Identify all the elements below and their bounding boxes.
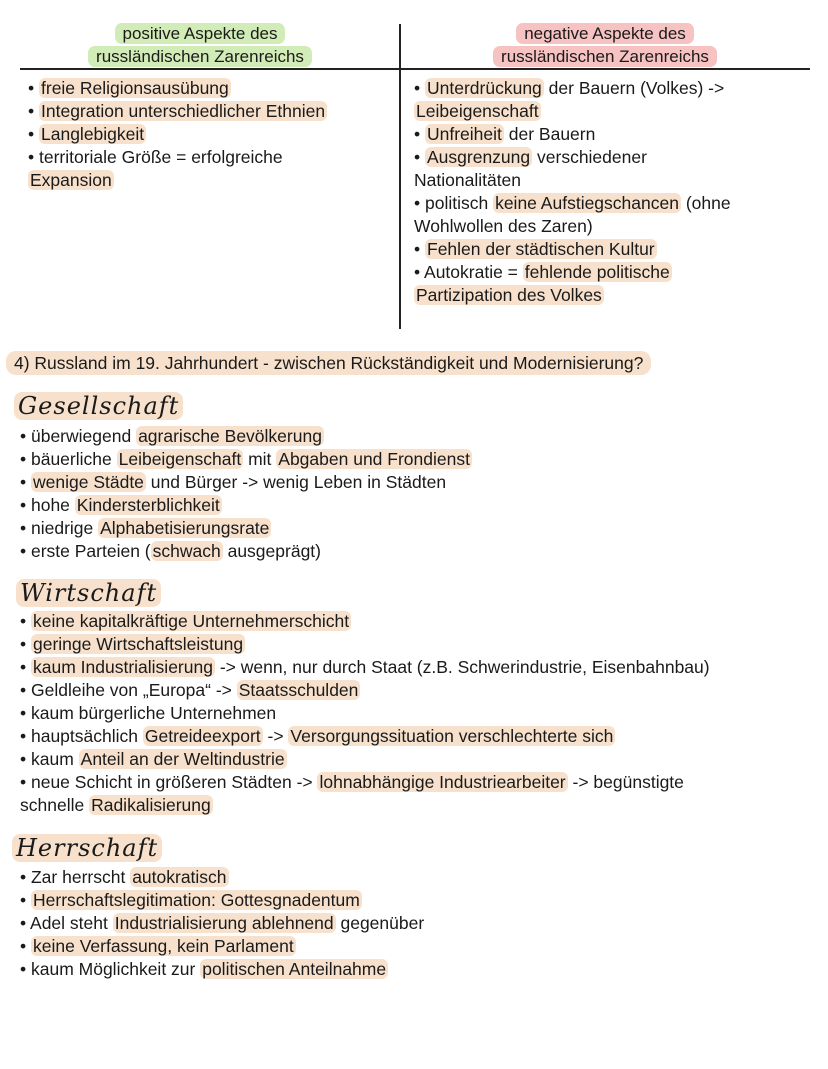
highlighted-text: Staatsschulden	[238, 680, 359, 700]
heading-gesellschaft: Gesellschaft	[14, 392, 183, 420]
text: •	[20, 890, 31, 910]
highlighted-text: Kindersterblichkeit	[76, 495, 220, 515]
highlighted-text: Expansion	[30, 170, 112, 190]
table-horizontal-divider	[20, 68, 810, 70]
list-item	[414, 100, 814, 123]
list-item	[20, 517, 472, 540]
list-item	[28, 77, 388, 100]
text: •	[414, 147, 425, 167]
negative-aspects-list	[414, 77, 814, 307]
list-item	[20, 425, 472, 448]
highlighted-text: kaum Industrialisierung	[33, 657, 213, 677]
highlighted-text: Herrschaftslegitimation: Gottesgnadentum	[33, 890, 360, 910]
text: ->	[262, 726, 289, 746]
text: • Adel steht	[20, 913, 113, 933]
highlighted-text: schwach	[152, 541, 221, 561]
text: •	[20, 936, 31, 956]
text: gegenüber	[335, 913, 425, 933]
list-item	[28, 123, 388, 146]
list-item	[414, 261, 814, 284]
highlighted-text: Ausgrenzung	[427, 147, 531, 167]
text: • bäuerliche	[20, 449, 117, 469]
highlighted-text: autokratisch	[132, 867, 227, 887]
positive-header-line-2: russländischen Zarenreichs	[88, 46, 312, 67]
text: • Autokratie =	[414, 262, 523, 282]
list-item	[20, 958, 424, 981]
list-item	[20, 935, 424, 958]
list-item	[20, 656, 710, 679]
list-item	[20, 633, 710, 656]
text: •	[20, 634, 31, 654]
text: der Bauern (Volkes) ->	[543, 78, 725, 98]
negative-header-line-2: russländischen Zarenreichs	[493, 46, 717, 67]
text: -> wenn, nur durch Staat (z.B. Schwerindustrie, Eisenbahnbau)	[214, 657, 710, 677]
negative-header-line-1: negative Aspekte des	[516, 23, 694, 44]
text: •	[414, 78, 425, 98]
list-item	[28, 169, 388, 192]
text: •	[28, 124, 39, 144]
section-title: 4) Russland im 19. Jahrhundert - zwischen Rückständigkeit und Modernisierung?	[6, 350, 651, 376]
text: und Bürger -> wenig Leben in Städten	[145, 472, 447, 492]
gesellschaft-list	[20, 425, 472, 563]
list-item	[20, 448, 472, 471]
text: • kaum Möglichkeit zur	[20, 959, 201, 979]
text: -> begünstigte	[567, 772, 684, 792]
list-item	[414, 215, 814, 238]
list-item	[414, 146, 814, 169]
text: •	[20, 472, 31, 492]
list-item	[20, 889, 424, 912]
text: •	[414, 124, 425, 144]
list-item	[28, 100, 388, 123]
list-item	[414, 284, 814, 307]
text: mit	[243, 449, 277, 469]
highlighted-text: lohnabhängige Industriearbeiter	[319, 772, 566, 792]
highlighted-text: Partizipation des Volkes	[416, 285, 602, 305]
highlighted-text: wenige Städte	[33, 472, 144, 492]
negative-header	[465, 22, 745, 68]
list-item	[20, 748, 710, 771]
list-item	[20, 679, 710, 702]
text: •	[28, 78, 39, 98]
table-vertical-divider	[399, 24, 401, 329]
list-item	[20, 725, 710, 748]
highlighted-text: keine Verfassung, kein Parlament	[33, 936, 294, 956]
list-item	[20, 494, 472, 517]
text: • hohe	[20, 495, 75, 515]
text: • neue Schicht in größeren Städten ->	[20, 772, 318, 792]
heading-herrschaft: Herrschaft	[12, 834, 162, 862]
highlighted-text: fehlende politische	[524, 262, 670, 282]
highlighted-text: Abgaben und Frondienst	[278, 449, 470, 469]
text: •	[414, 239, 425, 259]
text: Wohlwollen des Zaren)	[414, 216, 593, 236]
positive-header	[60, 22, 340, 68]
highlighted-text: Leibeigenschaft	[118, 449, 242, 469]
list-item	[28, 146, 388, 169]
text: • hauptsächlich	[20, 726, 143, 746]
text: • territoriale Größe = erfolgreiche	[28, 147, 283, 167]
list-item	[20, 912, 424, 935]
text: • kaum	[20, 749, 79, 769]
list-item	[20, 771, 710, 794]
highlighted-text: Unfreiheit	[427, 124, 502, 144]
highlighted-text: Integration unterschiedlicher Ethnien	[41, 101, 326, 121]
list-item	[20, 540, 472, 563]
text: •	[20, 611, 31, 631]
list-item	[20, 471, 472, 494]
text: • überwiegend	[20, 426, 137, 446]
list-item	[20, 866, 424, 889]
text: • politisch	[414, 193, 494, 213]
text: der Bauern	[503, 124, 596, 144]
highlighted-text: geringe Wirtschaftsleistung	[33, 634, 244, 654]
highlighted-text: Fehlen der städtischen Kultur	[427, 239, 655, 259]
highlighted-text: keine Aufstiegschancen	[495, 193, 679, 213]
list-item	[414, 77, 814, 100]
highlighted-text: freie Religionsausübung	[41, 78, 229, 98]
highlighted-text: keine kapitalkräftige Unternehmerschicht	[33, 611, 350, 631]
text: (ohne	[680, 193, 731, 213]
highlighted-text: Industrialisierung ablehnend	[114, 913, 334, 933]
text: ausgeprägt)	[222, 541, 321, 561]
list-item	[414, 123, 814, 146]
list-item	[414, 192, 814, 215]
text: schnelle	[20, 795, 90, 815]
text: • Geldleihe von „Europa“ ->	[20, 680, 237, 700]
positive-header-line-1: positive Aspekte des	[115, 23, 286, 44]
heading-wirtschaft: Wirtschaft	[16, 579, 161, 607]
highlighted-text: Getreideexport	[144, 726, 261, 746]
highlighted-text: politischen Anteilnahme	[202, 959, 387, 979]
text: verschiedener	[532, 147, 647, 167]
highlighted-text: Versorgungssituation verschlechterte sich	[290, 726, 614, 746]
highlighted-text: Alphabetisierungsrate	[100, 518, 270, 538]
highlighted-text: Unterdrückung	[427, 78, 542, 98]
text: • Zar herrscht	[20, 867, 131, 887]
list-item	[20, 702, 710, 725]
text: • niedrige	[20, 518, 99, 538]
text: • kaum bürgerliche Unternehmen	[20, 703, 277, 723]
text: Nationalitäten	[414, 170, 522, 190]
highlighted-text: Leibeigenschaft	[416, 101, 539, 121]
text: •	[20, 657, 31, 677]
highlighted-text: Langlebigkeit	[41, 124, 145, 144]
text: •	[28, 101, 39, 121]
list-item	[414, 169, 814, 192]
text: • erste Parteien (	[20, 541, 151, 561]
herrschaft-list	[20, 866, 424, 981]
highlighted-text: agrarische Bevölkerung	[138, 426, 322, 446]
list-item	[20, 794, 710, 817]
highlighted-text: Anteil an der Weltindustrie	[80, 749, 285, 769]
list-item	[20, 610, 710, 633]
highlighted-text: Radikalisierung	[91, 795, 211, 815]
positive-aspects-list	[28, 77, 388, 192]
wirtschaft-list	[20, 610, 710, 817]
list-item	[414, 238, 814, 261]
